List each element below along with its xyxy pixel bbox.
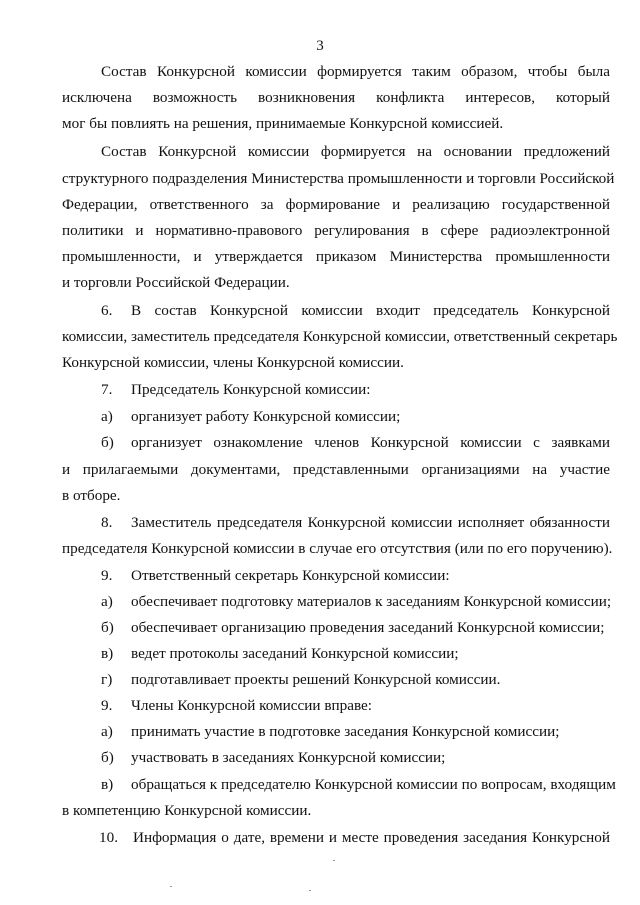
text-line: В состав Конкурсной комиссии входит председатель Конкурсной (131, 302, 610, 319)
page-number: 3 (316, 38, 324, 54)
item-number: 8. (101, 514, 113, 531)
item-letter: в) (101, 645, 114, 662)
text-line: организует ознакомление членов Конкурсной комиссии с заявками (131, 434, 610, 451)
text-line: подготавливает проекты решений Конкурсной комиссии. (131, 671, 501, 688)
item-number: 9. (101, 567, 113, 584)
item-number: 7. (101, 381, 113, 398)
text-line: мог бы повлиять на решения, принимаемые Конкурсной комиссией. (62, 115, 504, 132)
text-line: Члены Конкурсной комиссии вправе: (131, 697, 373, 714)
text-line: структурного подразделения Министерства промышленности и торговли Российской (62, 170, 615, 187)
text-line: исключена возможность возникновения конфликта интересов, который (62, 89, 610, 106)
text-line: Состав Конкурсной комиссии формируется на основании предложений (101, 143, 610, 160)
item-number: 6. (101, 302, 113, 319)
text-line: Состав Конкурсной комиссии формируется таким образом, чтобы была (101, 63, 610, 80)
text-line: в отборе. (62, 487, 121, 504)
item-letter: б) (101, 434, 114, 451)
scan-speck (333, 860, 335, 861)
text-line: ведет протоколы заседаний Конкурсной комиссии; (131, 645, 459, 662)
text-line: промышленности, и утверждается приказом Министерства промышленности (62, 248, 610, 265)
item-letter: а) (101, 593, 113, 610)
text-line: обеспечивает подготовку материалов к заседаниям Конкурсной комиссии; (131, 593, 612, 610)
text-line: комиссии, заместитель председателя Конкурсной комиссии, ответственный секретарь (62, 328, 618, 345)
text-line: Ответственный секретарь Конкурсной комиссии: (131, 567, 450, 584)
item-letter: б) (101, 749, 114, 766)
scan-speck (170, 886, 172, 887)
item-letter: в) (101, 776, 114, 793)
text-line: политики и нормативно-правового регулирования в сфере радиоэлектронной (62, 222, 610, 239)
item-number: 10. (99, 829, 118, 846)
text-line: обеспечивает организацию проведения заседаний Конкурсной комиссии; (131, 619, 605, 636)
item-letter: г) (101, 671, 113, 688)
text-line: принимать участие в подготовке заседания Конкурсной комиссии; (131, 723, 560, 740)
text-line: Конкурсной комиссии, члены Конкурсной комиссии. (62, 354, 404, 371)
text-line: участвовать в заседаниях Конкурсной комиссии; (131, 749, 446, 766)
text-line: в компетенцию Конкурсной комиссии. (62, 802, 312, 819)
text-line: Федерации, ответственного за формирование и реализацию государственной (62, 196, 610, 213)
text-line: обращаться к председателю Конкурсной комиссии по вопросам, входящим (131, 776, 616, 793)
item-letter: а) (101, 723, 113, 740)
text-line: Председатель Конкурсной комиссии: (131, 381, 371, 398)
text-line: и торговли Российской Федерации. (62, 274, 290, 291)
text-line: организует работу Конкурсной комиссии; (131, 408, 401, 425)
item-number: 9. (101, 697, 113, 714)
text-line: и прилагаемыми документами, представленными организациями на участие (62, 461, 610, 478)
text-line: Информация о дате, времени и месте проведения заседания Конкурсной (133, 829, 610, 846)
item-letter: а) (101, 408, 113, 425)
scan-speck (309, 890, 311, 891)
text-line: председателя Конкурсной комиссии в случае его отсутствия (или по его поручению). (62, 540, 613, 557)
text-line: Заместитель председателя Конкурсной комиссии исполняет обязанности (131, 514, 610, 531)
item-letter: б) (101, 619, 114, 636)
